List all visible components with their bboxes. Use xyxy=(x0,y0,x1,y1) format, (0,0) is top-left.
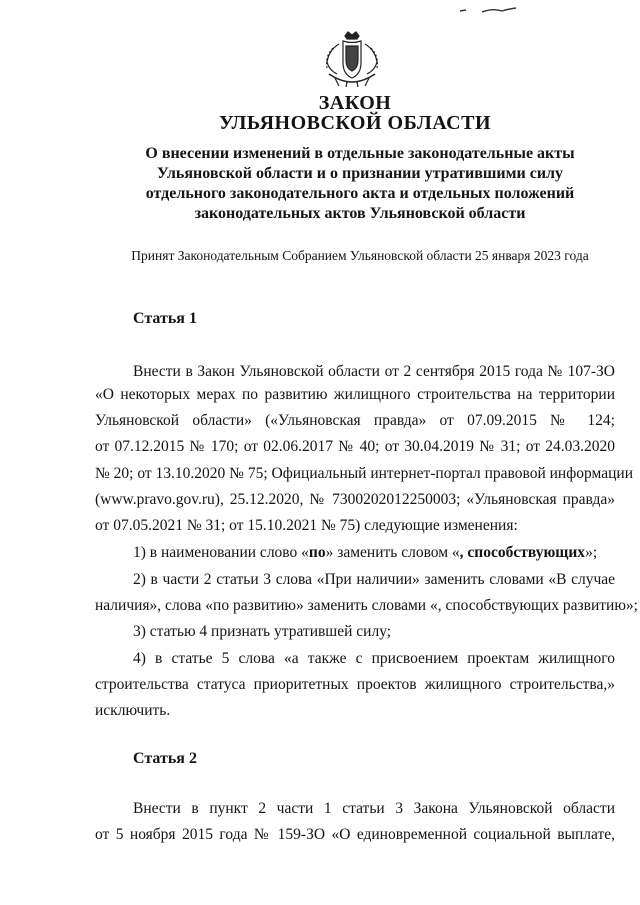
item-1-suffix: »; xyxy=(585,544,598,561)
article-1-line: (www.pravo.gov.ru), 25.12.2020, № 7300202012250003; «Ульяновская правда» xyxy=(95,491,615,508)
item-1-prefix: 1) в наименовании слово « xyxy=(133,544,309,561)
article-1-line: № 20; от 13.10.2020 № 75; Официальный интернет-портал правовой информации xyxy=(95,465,633,482)
article-2-title: Статья 2 xyxy=(133,750,197,767)
article-1-title: Статья 1 xyxy=(133,310,197,327)
article-1-line: от 07.05.2021 № 31; от 15.10.2021 № 75) следующие изменения: xyxy=(95,517,518,534)
article-1-item-2-line: наличия», слова «по развитию» заменить словами «, способствующих развитию»; xyxy=(95,597,638,614)
region-title: УЛЬЯНОВСКОЙ ОБЛАСТИ xyxy=(218,112,492,134)
item-1-bold-phrase: , способствующих xyxy=(459,544,586,561)
article-2-line: Внести в пункт 2 части 1 статьи 3 Закона Ульяновской области xyxy=(133,800,615,817)
item-1-middle: » заменить словом « xyxy=(325,544,460,561)
subtitle-line: законодательных актов Ульяновской области xyxy=(194,205,526,222)
subtitle-line: Ульяновской области и о признании утратившими силу xyxy=(156,165,564,182)
article-1-item-4-line: исключить. xyxy=(95,702,171,719)
article-1-line: Ульяновской области» («Ульяновская правда» от 07.09.2015 № 124; xyxy=(95,412,615,429)
article-1-item-4-line: 4) в статье 5 слова «а также с присвоением проектам жилищного xyxy=(133,650,615,667)
article-1-line: «О некоторых мерах по развитию жилищного строительства на территории xyxy=(95,386,615,403)
subtitle-line: отдельного законодательного акта и отдельных положений xyxy=(145,185,575,202)
article-1-line: Внести в Закон Ульяновской области от 2 сентября 2015 года № 107-ЗО xyxy=(133,363,615,380)
article-1-item-4-line: строительства статуса приоритетных проектов жилищного строительства,» xyxy=(95,676,615,693)
subtitle-line: О внесении изменений в отдельные законодательные акты xyxy=(145,145,575,162)
law-title: ЗАКОН xyxy=(318,92,392,114)
article-2-line: от 5 ноября 2015 года № 159-ЗО «О единовременной социальной выплате, xyxy=(95,826,615,843)
item-1-bold-word: по xyxy=(308,544,326,561)
article-1-item-3: 3) статью 4 признать утратившей силу; xyxy=(133,623,392,640)
adoption-statement: Принят Законодательным Собранием Ульяновской области 25 января 2023 года xyxy=(131,248,589,263)
article-1-line: от 07.12.2015 № 170; от 02.06.2017 № 40; от 30.04.2019 № 31; от 24.03.2020 xyxy=(95,438,615,455)
law-subtitle xyxy=(140,144,580,224)
coat-of-arms-emblem xyxy=(319,30,385,88)
handwritten-mark xyxy=(458,5,518,15)
article-1-item-1 xyxy=(133,543,615,562)
article-1-item-2-line: 2) в части 2 статьи 3 слова «При наличии» заменить словами «В случае xyxy=(133,571,615,588)
